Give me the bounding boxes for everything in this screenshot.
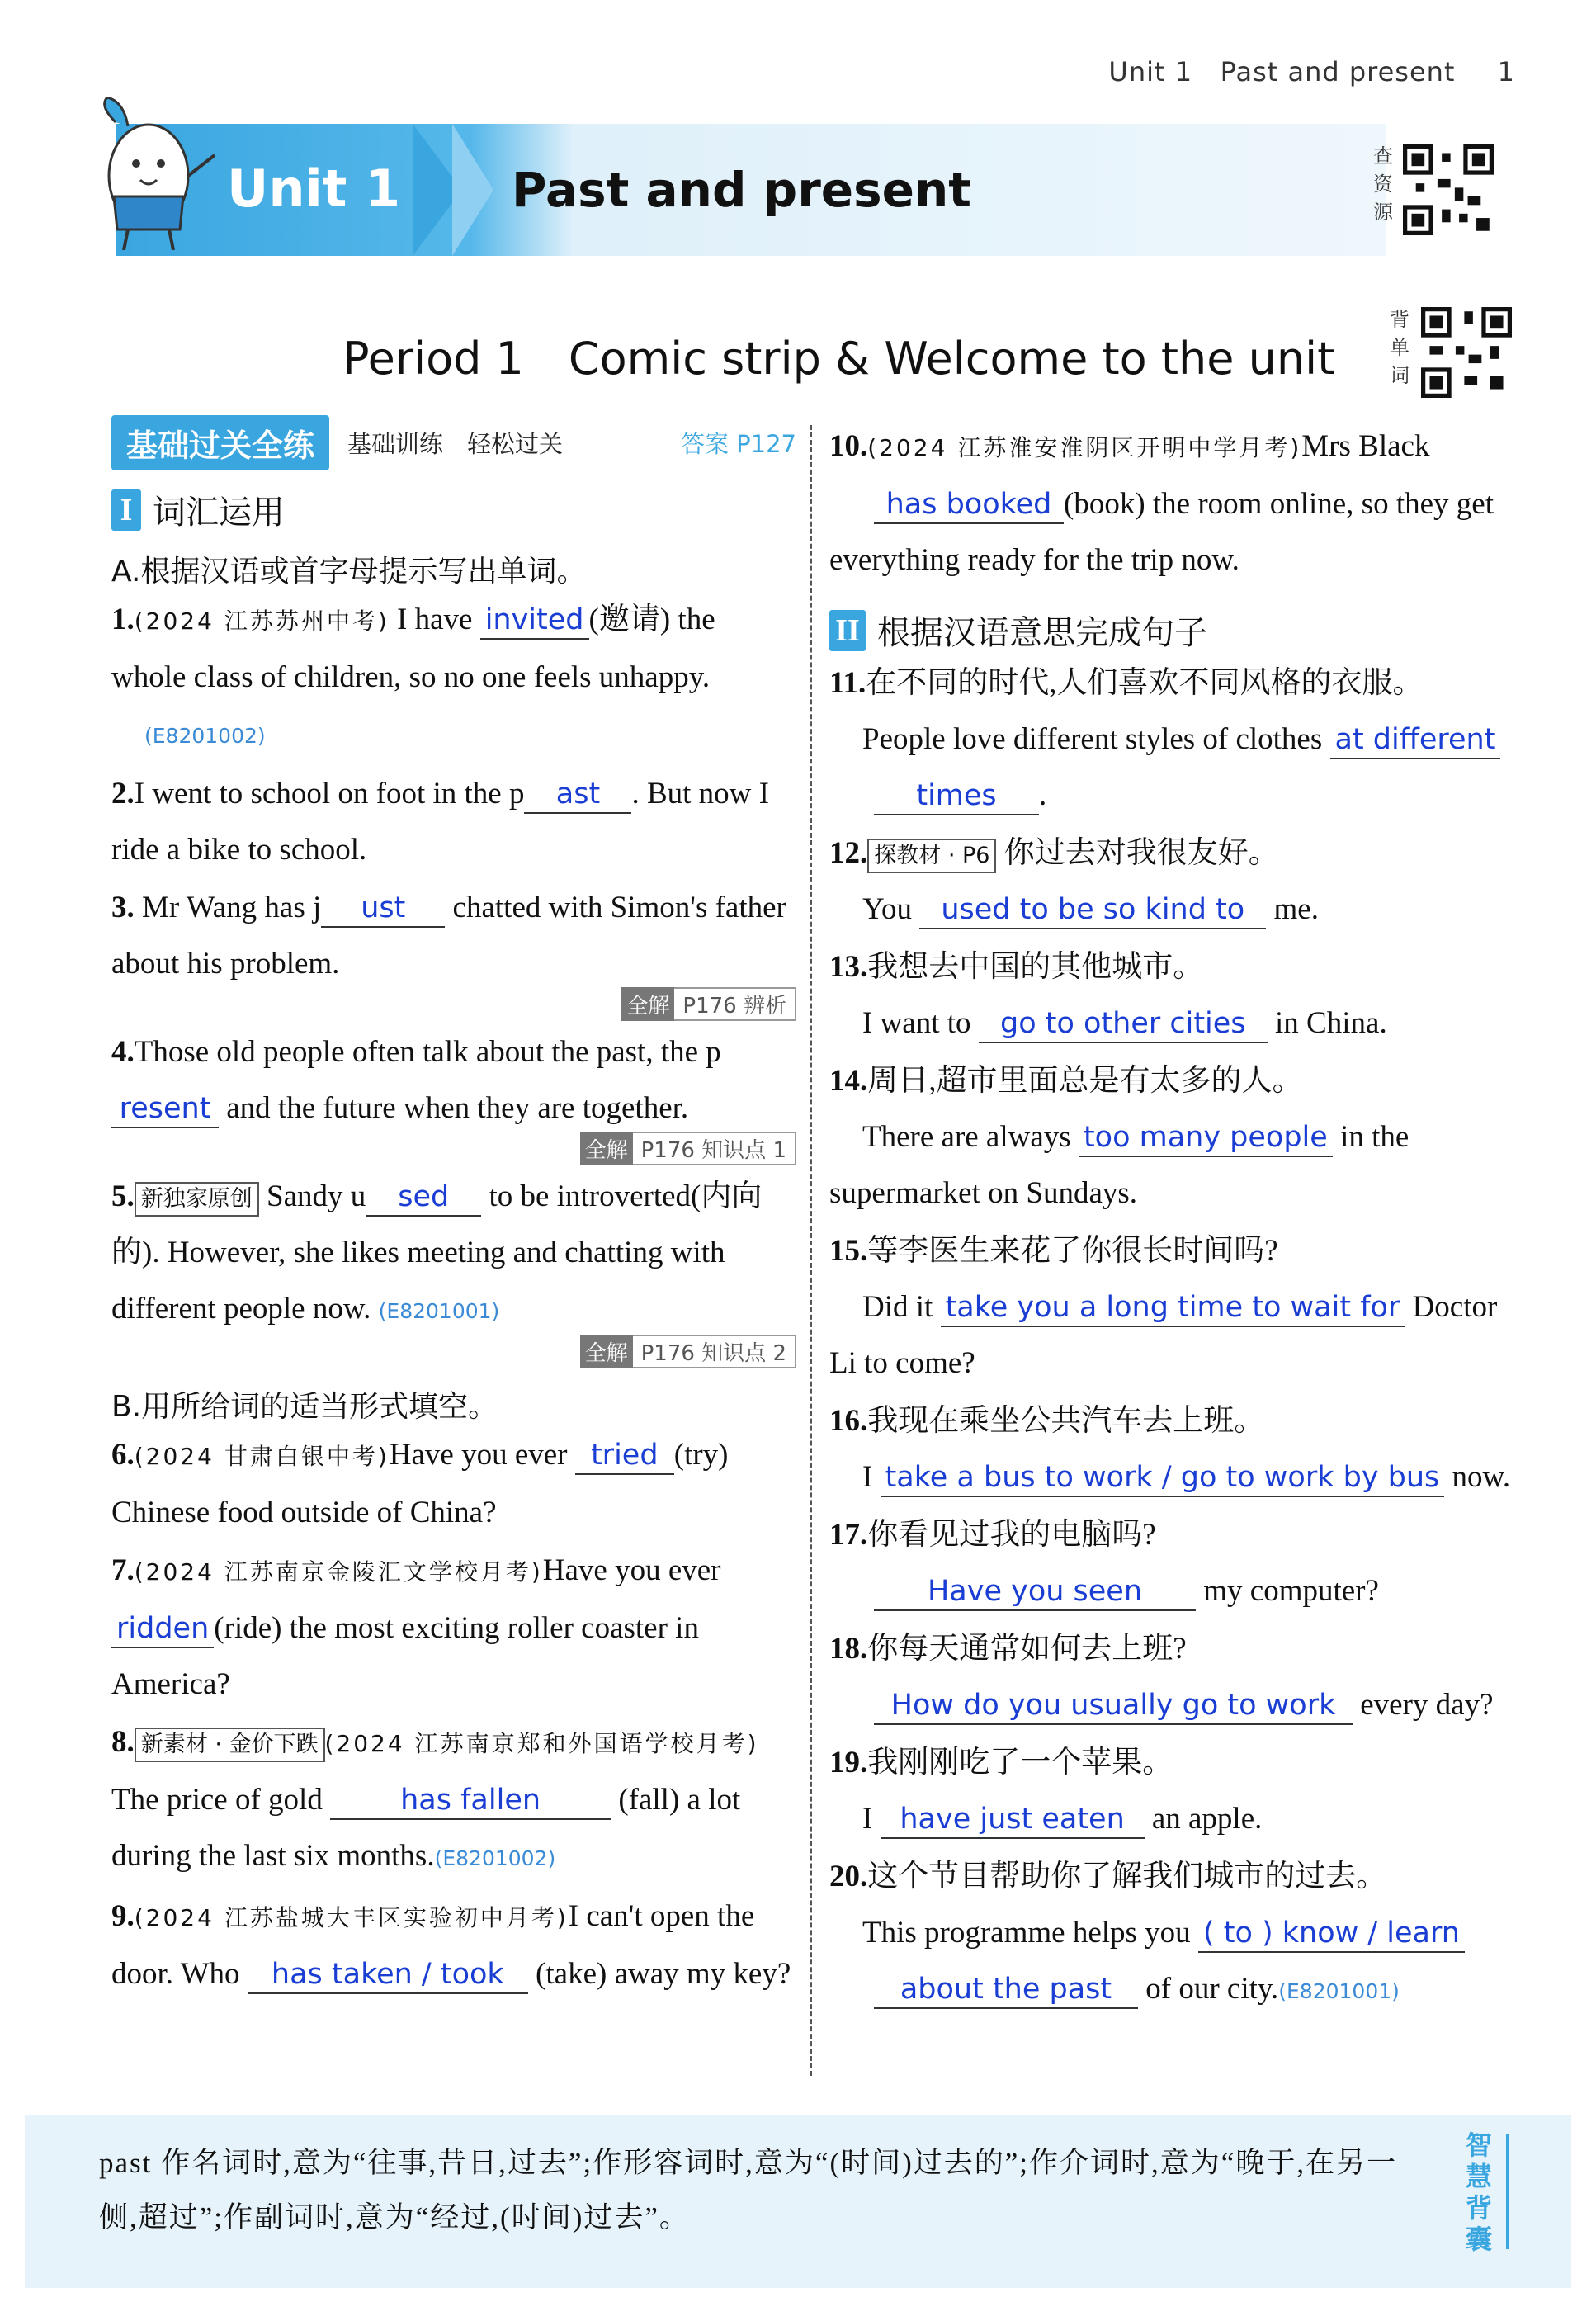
section-header bbox=[111, 417, 796, 468]
answer-blank[interactable]: ( to ) know / learn bbox=[1198, 1915, 1465, 1953]
question-17: 17.你看见过我的电脑吗? Have you seen my computer? bbox=[829, 1507, 1523, 1619]
column-divider bbox=[810, 425, 812, 2076]
running-header bbox=[1108, 56, 1515, 87]
question-8: 8. 新素材 · 金价下跌 (2024 江苏南京郑和外国语学校月考) The price of gold has fallen (fall) a lot during the last six months.(E8201002) bbox=[111, 1725, 759, 1873]
banner-arrow-light bbox=[452, 124, 493, 256]
question-14: 14.周日,超市里面总是有太多的人。 There are always too many people in the supermarket on Sundays. bbox=[829, 1064, 1409, 1210]
answer-blank[interactable]: used to be so kind to bbox=[919, 891, 1266, 929]
footer-note: past 作名词时,意为“往事,昔日,过去”;作形容词时,意为“(时间)过去的”;作介词时,意为“晚于,在另一侧,超过”;作副词时,意为“经过,(时间)过去”。 bbox=[99, 2147, 1398, 2233]
answer-blank[interactable]: has booked bbox=[874, 486, 1064, 524]
roman-numeral: II bbox=[829, 610, 866, 651]
question-15: 15.等李医生来花了你很长时间吗? Did it take you a long time to wait for Doctor Li to come? bbox=[829, 1234, 1498, 1380]
question-13: 13.我想去中国的其他城市。 I want to go to other cities in China. bbox=[829, 939, 1523, 1052]
question-4: 4.Those old people often talk about the past, the present and the future when they are together. bbox=[111, 1024, 796, 1137]
answer-blank[interactable]: resent bbox=[111, 1090, 219, 1128]
question-5: 5. 新独家原创 Sandy u sed to be introverted(内向的). However, she likes meeting and chatting with different people now. (E8201001) bbox=[111, 1179, 763, 1326]
answer-blank[interactable]: take you a long time to wait for bbox=[941, 1289, 1405, 1327]
part-2-title: II 根据汉语意思完成句子 bbox=[829, 607, 1523, 654]
header-unit: Unit 1 bbox=[1108, 56, 1193, 87]
answer-blank[interactable]: ast bbox=[524, 776, 631, 814]
answer-blank[interactable]: invited bbox=[480, 602, 589, 640]
question-6: 6.(2024 甘肃白银中考)Have you ever tried (try) Chinese food outside of China? bbox=[111, 1438, 729, 1529]
header-title: Past and present bbox=[1220, 56, 1456, 87]
answer-blank[interactable]: How do you usually go to work bbox=[874, 1687, 1353, 1725]
answer-blank[interactable]: have just eaten bbox=[881, 1801, 1145, 1839]
reference-note[interactable]: 全解 P176 知识点 2 bbox=[111, 1335, 796, 1368]
section-tag: 基础过关全练 bbox=[111, 415, 329, 470]
answer-blank[interactable]: at different bbox=[1330, 721, 1501, 759]
question-7: 7.(2024 江苏南京金陵汇文学校月考)Have you ever ridden (ride) the most exciting roller coaster in America? bbox=[111, 1553, 721, 1701]
footer-side-label: 智慧背囊 bbox=[1465, 2129, 1492, 2255]
answer-blank[interactable]: go to other cities bbox=[979, 1005, 1268, 1043]
answer-reference[interactable]: 答案 P127 bbox=[680, 429, 796, 458]
item-code: (E8201001) bbox=[378, 1299, 500, 1323]
part-1-title: I 词汇运用 bbox=[111, 486, 796, 533]
part-b-title: B.用所给词的适当形式填空。 bbox=[111, 1390, 498, 1424]
question-12: 12. 探教材 · P6 你过去对我很友好。 You used to be so kind to me. bbox=[829, 825, 1523, 938]
section-subtitle: 基础训练 轻松过关 bbox=[347, 429, 564, 458]
item-code: (E8201002) bbox=[434, 1846, 556, 1870]
question-3: 3. Mr Wang has j ust chatted with Simon's father about his problem. bbox=[111, 891, 786, 981]
answer-blank[interactable]: ust bbox=[321, 890, 445, 928]
reference-note[interactable]: 全解 P176 辨析 bbox=[111, 987, 796, 1021]
question-20: 20.这个节目帮助你了解我们城市的过去。 This programme helps you ( to ) know / learn about the past of our city.(E8201001) bbox=[829, 1849, 1523, 2020]
question-18: 18.你每天通常如何去上班? How do you usually go to work every day? bbox=[829, 1621, 1523, 1733]
answer-blank[interactable]: too many people bbox=[1079, 1119, 1333, 1157]
unit-label: Unit 1 bbox=[227, 158, 401, 219]
item-code: (E8201002) bbox=[144, 724, 266, 748]
question-10: 10.(2024 江苏淮安淮阴区开明中学月考)Mrs Black has booked (book) the room online, so they get everything ready for the trip now. bbox=[829, 429, 1494, 577]
page-number: 1 bbox=[1497, 56, 1515, 87]
question-1: 1.(2024 江苏苏州中考) I have invited (邀请) the whole class of children, so no one feels unhappy. (E8201002) bbox=[111, 603, 715, 748]
period-title: Period 1 Comic strip & Welcome to the unit bbox=[342, 333, 1335, 385]
question-11: 11.在不同的时代,人们喜欢不同风格的衣服。 People love different styles of clothes at different times . bbox=[829, 655, 1523, 824]
answer-blank[interactable]: tried bbox=[575, 1437, 674, 1475]
right-column bbox=[829, 417, 1523, 2020]
answer-blank[interactable]: take a bus to work / go to work by bus bbox=[881, 1459, 1445, 1497]
question-16: 16.我现在乘坐公共汽车去上班。 I take a bus to work / go to work by bus now. bbox=[829, 1393, 1523, 1505]
question-2: 2.I went to school on foot in the p ast . But now I ride a bike to school. bbox=[111, 777, 769, 867]
question-9: 9.(2024 江苏盐城大丰区实验初中月考)I can't open the door. Who has taken / took (take) away my key? bbox=[111, 1888, 796, 2002]
question-tag: 探教材 · P6 bbox=[867, 839, 996, 873]
answer-blank[interactable]: ridden bbox=[111, 1610, 214, 1648]
question-tag: 新独家原创 bbox=[135, 1182, 259, 1217]
question-tag: 新素材 · 金价下跌 bbox=[135, 1728, 325, 1762]
qr-code-icon[interactable] bbox=[1403, 144, 1494, 235]
part-a-title: A.根据汉语或首字母提示写出单词。 bbox=[111, 555, 587, 588]
left-column bbox=[111, 417, 796, 2002]
qr-label-resources: 查 资 源 bbox=[1373, 144, 1393, 224]
answer-blank[interactable]: sed bbox=[366, 1179, 481, 1217]
qr-label-vocab: 背 单 词 bbox=[1390, 308, 1409, 387]
mascot-illustration bbox=[83, 97, 223, 254]
question-19: 19.我刚刚吃了一个苹果。 I have just eaten an apple. bbox=[829, 1735, 1523, 1847]
unit-title: Past and present bbox=[512, 162, 972, 218]
reference-note[interactable]: 全解 P176 知识点 1 bbox=[111, 1132, 796, 1165]
answer-blank[interactable]: Have you seen bbox=[874, 1573, 1196, 1611]
item-code: (E8201001) bbox=[1278, 1979, 1400, 2003]
answer-blank[interactable]: times bbox=[874, 778, 1039, 815]
answer-blank[interactable]: has taken / took bbox=[248, 1956, 528, 1994]
answer-blank[interactable]: has fallen bbox=[330, 1782, 611, 1820]
footer-rule bbox=[1506, 2134, 1509, 2249]
qr-code-icon[interactable] bbox=[1421, 307, 1512, 398]
answer-blank[interactable]: about the past bbox=[874, 1971, 1138, 2009]
roman-numeral: I bbox=[111, 489, 141, 531]
